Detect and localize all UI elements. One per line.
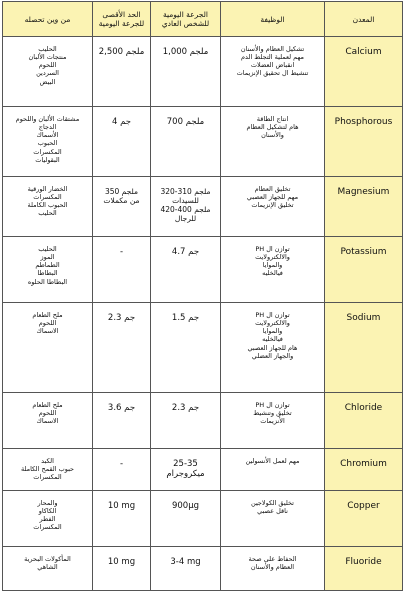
cell-line: انتاج الطاقة bbox=[256, 115, 289, 123]
cell-line: توازن ال PH bbox=[255, 311, 290, 319]
function-cell bbox=[221, 547, 325, 591]
cell-line: انقباض العضلات bbox=[250, 61, 295, 70]
mineral-name-cell: Phosphorous bbox=[325, 107, 403, 177]
cell-line: ملح الطعام bbox=[32, 401, 63, 409]
max-dose-cell bbox=[93, 177, 151, 237]
cell-line: الأنزيمات bbox=[260, 417, 285, 426]
table-row bbox=[3, 177, 403, 237]
function-cell bbox=[221, 237, 325, 303]
daily-dose-cell: 700 ملجم bbox=[151, 107, 221, 177]
cell-line: تخليق الإنزيمات bbox=[251, 201, 294, 210]
function-cell bbox=[221, 303, 325, 393]
cell-line: الدجاج bbox=[38, 123, 57, 132]
function-cell bbox=[221, 37, 325, 107]
cell-line: ملح الطعام bbox=[32, 311, 63, 319]
sources-cell bbox=[3, 491, 93, 547]
table-row bbox=[3, 449, 403, 491]
cell-line: والموايا bbox=[262, 261, 283, 270]
cell-line: العظام والأسنان bbox=[250, 563, 295, 572]
daily-dose-cell: 900μg bbox=[151, 491, 221, 547]
cell-line: الحليب bbox=[38, 245, 57, 253]
mineral-name-cell: Potassium bbox=[325, 237, 403, 303]
sources-cell bbox=[3, 303, 93, 393]
daily-dose-cell: 1,000 ملجم bbox=[151, 37, 221, 107]
daily-dose-cell: 4.7 جم bbox=[151, 237, 221, 303]
mineral-name-cell: Magnesium bbox=[325, 177, 403, 237]
cell-line: الموز bbox=[40, 253, 55, 262]
table-row bbox=[3, 37, 403, 107]
daily-dose-cell bbox=[151, 177, 221, 237]
header-daily-dose: الجرعة اليومية للشخص العادي bbox=[151, 2, 221, 37]
cell-line: والجهاز العضلي bbox=[251, 351, 294, 360]
cell-line: الحبوب الكاملة bbox=[27, 201, 68, 210]
sources-cell bbox=[3, 393, 93, 449]
cell-line: الكاكاو bbox=[38, 507, 57, 516]
header-function: الوظيفة bbox=[221, 2, 325, 37]
max-dose-cell: 3.6 جم bbox=[93, 393, 151, 449]
cell-line: الحليب bbox=[38, 45, 57, 53]
cell-line: تشكيل العظام والأسنان bbox=[240, 45, 305, 53]
cell-line: 350 ملجم bbox=[104, 187, 139, 196]
max-dose-cell: 4 جم bbox=[93, 107, 151, 177]
max-dose-cell: 10 mg bbox=[93, 547, 151, 591]
table-row bbox=[3, 547, 403, 591]
cell-line: فيالخليه bbox=[262, 335, 283, 344]
cell-line: الاسماك bbox=[36, 327, 59, 336]
daily-dose-cell: 3-4 mg bbox=[151, 547, 221, 591]
cell-line: للسيدات bbox=[172, 196, 199, 205]
cell-line: البطاطا bbox=[37, 269, 58, 278]
cell-line: الأسماك bbox=[36, 131, 59, 140]
sources-cell bbox=[3, 237, 93, 303]
cell-line: المكسرات bbox=[33, 193, 62, 202]
table-row bbox=[3, 393, 403, 449]
table-row bbox=[3, 303, 403, 393]
function-cell bbox=[221, 491, 325, 547]
cell-line: مهم لعملية التجلط الدم bbox=[241, 53, 304, 62]
cell-line: المأكولات البحرية bbox=[24, 555, 71, 563]
cell-line: منتجات الألبان bbox=[28, 53, 67, 62]
cell-line: تخليق الكولاجين bbox=[251, 499, 294, 507]
function-cell bbox=[221, 393, 325, 449]
cell-line: والالكترولايت bbox=[255, 319, 290, 328]
cell-line: والأسنان bbox=[261, 131, 284, 140]
cell-line: والالكترولايت bbox=[255, 253, 290, 262]
minerals-table bbox=[2, 1, 403, 591]
max-dose-cell: 2,500 ملجم bbox=[93, 37, 151, 107]
header-max-dose: الحد الأقصى للجرعة اليومية bbox=[93, 2, 151, 37]
cell-line: البيض bbox=[39, 77, 56, 86]
cell-line: للرجال bbox=[174, 214, 197, 223]
mineral-name-cell: Chromium bbox=[325, 449, 403, 491]
cell-line: المكسرات bbox=[33, 147, 62, 156]
cell-line: حبوب القمح الكاملة bbox=[20, 465, 75, 474]
cell-line: الفطر bbox=[39, 515, 56, 524]
cell-line: هام لتشكيل العظام bbox=[246, 123, 299, 132]
cell-line: اللحوم bbox=[38, 319, 57, 328]
cell-line: تنشيط ال تحقيق الإنزيمات bbox=[236, 69, 309, 78]
cell-line: فيالخليه bbox=[262, 269, 283, 278]
cell-line: المكسرات bbox=[33, 523, 62, 532]
daily-dose-cell: 2.3 جم bbox=[151, 393, 221, 449]
max-dose-cell: 2.3 جم bbox=[93, 303, 151, 393]
sources-cell bbox=[3, 547, 93, 591]
table-row bbox=[3, 237, 403, 303]
cell-line: تخليق العظام bbox=[254, 185, 291, 193]
sources-cell bbox=[3, 177, 93, 237]
cell-line: الاسماك bbox=[36, 417, 59, 426]
cell-line: والموايا bbox=[262, 327, 283, 336]
minerals-table-page bbox=[2, 1, 402, 572]
header-sources: من وين تحصله bbox=[3, 2, 93, 37]
table-header bbox=[3, 2, 403, 37]
table-row bbox=[3, 491, 403, 547]
max-dose-cell: - bbox=[93, 449, 151, 491]
mineral-name-cell: Copper bbox=[325, 491, 403, 547]
cell-line: هام للجهاز العصبي bbox=[247, 343, 298, 352]
max-dose-cell: - bbox=[93, 237, 151, 303]
cell-line: الشاهي bbox=[37, 563, 58, 572]
function-cell bbox=[221, 449, 325, 491]
sources-cell bbox=[3, 449, 93, 491]
cell-line: مشتقات الألبان واللحوم bbox=[15, 115, 80, 123]
mineral-name-cell: Chloride bbox=[325, 393, 403, 449]
max-dose-cell: 10 mg bbox=[93, 491, 151, 547]
header-row bbox=[3, 2, 403, 37]
table-row bbox=[3, 107, 403, 177]
cell-line: الحبوب bbox=[37, 139, 58, 148]
cell-line: البطاطا الحلوه bbox=[27, 277, 68, 286]
cell-line: والمحار bbox=[37, 499, 58, 507]
mineral-name-cell: Fluoride bbox=[325, 547, 403, 591]
cell-line: الحليب bbox=[38, 209, 57, 218]
cell-line: اللحوم bbox=[38, 61, 57, 70]
cell-line: البقوليات bbox=[35, 155, 60, 164]
cell-line: الخضار الورقية bbox=[27, 185, 68, 193]
cell-line: اللحوم bbox=[38, 409, 57, 418]
cell-line: ناقل عصبي bbox=[257, 507, 288, 516]
cell-line: الحفاظ على صحة bbox=[248, 555, 297, 563]
function-cell bbox=[221, 177, 325, 237]
cell-line: توازن ال PH bbox=[255, 401, 290, 409]
cell-line: توازن ال PH bbox=[255, 245, 290, 253]
sources-cell bbox=[3, 107, 93, 177]
cell-line: 420-400 ملجم bbox=[160, 205, 211, 214]
cell-line: مهم للجهاز العصبي bbox=[246, 193, 299, 202]
function-cell bbox=[221, 107, 325, 177]
header-mineral: المعدن bbox=[325, 2, 403, 37]
cell-line: المكسرات bbox=[33, 473, 62, 482]
daily-dose-cell: 1.5 جم bbox=[151, 303, 221, 393]
cell-line: مهم لعمل الأنسولين bbox=[245, 457, 300, 465]
mineral-name-cell: Sodium bbox=[325, 303, 403, 393]
cell-line: من مكملات bbox=[103, 196, 140, 205]
daily-dose-cell: 25-35 ميكروجرام bbox=[151, 449, 221, 491]
cell-line: السردين bbox=[36, 69, 59, 78]
table-body bbox=[3, 37, 403, 591]
sources-cell bbox=[3, 37, 93, 107]
cell-line: 320-310 ملجم bbox=[160, 187, 211, 196]
cell-line: الكبد bbox=[41, 457, 54, 465]
cell-line: الطماطم bbox=[35, 261, 60, 270]
mineral-name-cell: Calcium bbox=[325, 37, 403, 107]
cell-line: تخليق وتنشيط bbox=[253, 409, 292, 418]
